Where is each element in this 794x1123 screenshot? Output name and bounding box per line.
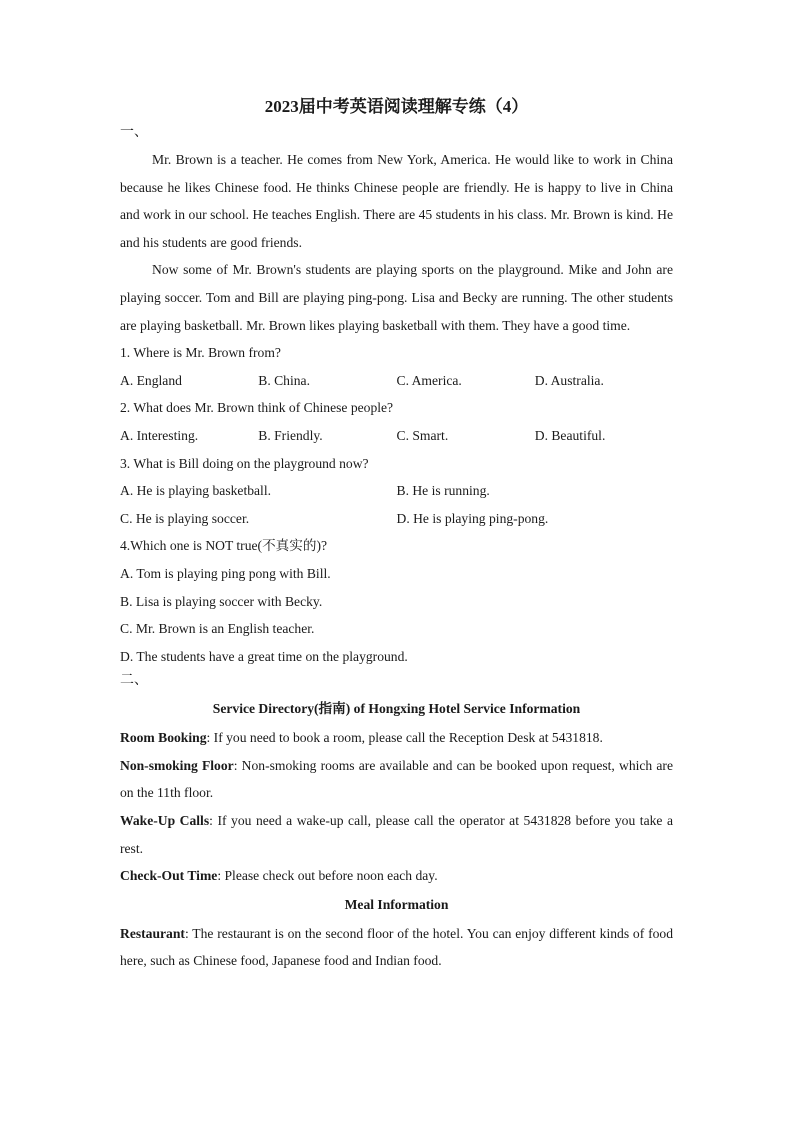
option: D. He is playing ping-pong. <box>396 510 549 526</box>
service-item-label: Room Booking <box>120 730 207 746</box>
meal-item-text: : The restaurant is on the second floor of the hotel. You can enjoy different kinds of food here, such as Chinese food, Japanese food and Indian food. <box>120 925 673 969</box>
meal-info-heading: Meal Information <box>344 896 449 912</box>
option: B. Friendly. <box>258 427 323 443</box>
option: D. Beautiful. <box>534 427 606 443</box>
service-item-label: Non-smoking Floor <box>120 757 234 773</box>
option: B. China. <box>258 372 310 388</box>
service-directory-heading: Service Directory(指南) of Hongxing Hotel Service Information <box>212 701 581 717</box>
option: D. The students have a great time on the playground. <box>120 648 408 664</box>
question-stem: 1. Where is Mr. Brown from? <box>120 345 281 361</box>
question-stem: 2. What does Mr. Brown think of Chinese people? <box>120 400 394 416</box>
option: A. England <box>120 372 182 388</box>
section-one-marker: 一、 <box>120 125 148 140</box>
service-item-label: Wake-Up Calls <box>120 813 210 829</box>
option: C. He is playing soccer. <box>120 510 250 526</box>
option-row <box>120 367 673 395</box>
option: A. He is playing basketball. <box>120 483 272 499</box>
option-row <box>120 422 673 450</box>
service-item <box>120 752 673 807</box>
page-title: 2023届中考英语阅读理解专练（4） <box>264 97 529 116</box>
question-stem: 4.Which one is NOT true(不真实的)? <box>120 538 328 554</box>
passage-paragraph: Mr. Brown is a teacher. He comes from New York, America. He would like to work in China because he likes Chinese food. He thinks Chinese people are friendly. He is happy to live in China and work in our school. He teaches English. There are 45 students in his class. Mr. Brown is kind. He and his students are good friends. <box>120 152 673 250</box>
worksheet-page <box>120 96 673 975</box>
question-stem: 3. What is Bill doing on the playground now? <box>120 455 369 471</box>
service-item <box>120 724 673 752</box>
option-row <box>120 505 673 533</box>
service-item <box>120 807 673 862</box>
service-item-text: : If you need a wake-up call, please call the operator at 5431828 before you take a rest. <box>120 813 674 856</box>
option: A. Interesting. <box>120 427 199 443</box>
section-two-marker: 二、 <box>120 673 148 689</box>
meal-item-label: Restaurant <box>120 925 185 941</box>
option: C. America. <box>396 372 462 388</box>
service-item-text: : Please check out before noon each day. <box>217 868 438 884</box>
option-row <box>120 477 673 505</box>
option: D. Australia. <box>534 372 604 388</box>
service-item-text: : If you need to book a room, please call the Reception Desk at 5431818. <box>206 730 603 746</box>
service-item-text: : Non-smoking rooms are available and can be booked upon request, which are on the 11th floor. <box>120 757 673 801</box>
service-item-label: Check-Out Time <box>120 868 218 884</box>
option: A. Tom is playing ping pong with Bill. <box>120 565 331 581</box>
option: B. He is running. <box>396 483 490 499</box>
option: C. Mr. Brown is an English teacher. <box>120 621 315 637</box>
service-item <box>120 862 673 890</box>
meal-item <box>120 920 673 975</box>
option: B. Lisa is playing soccer with Becky. <box>120 593 323 609</box>
passage-paragraph: Now some of Mr. Brown's students are playing sports on the playground. Mike and John are playing soccer. Tom and Bill are playing ping-pong. Lisa and Becky are running. The other students are playing basketball. Mr. Brown likes playing basketball with them. They have a good time. <box>120 262 673 333</box>
option: C. Smart. <box>396 427 449 443</box>
